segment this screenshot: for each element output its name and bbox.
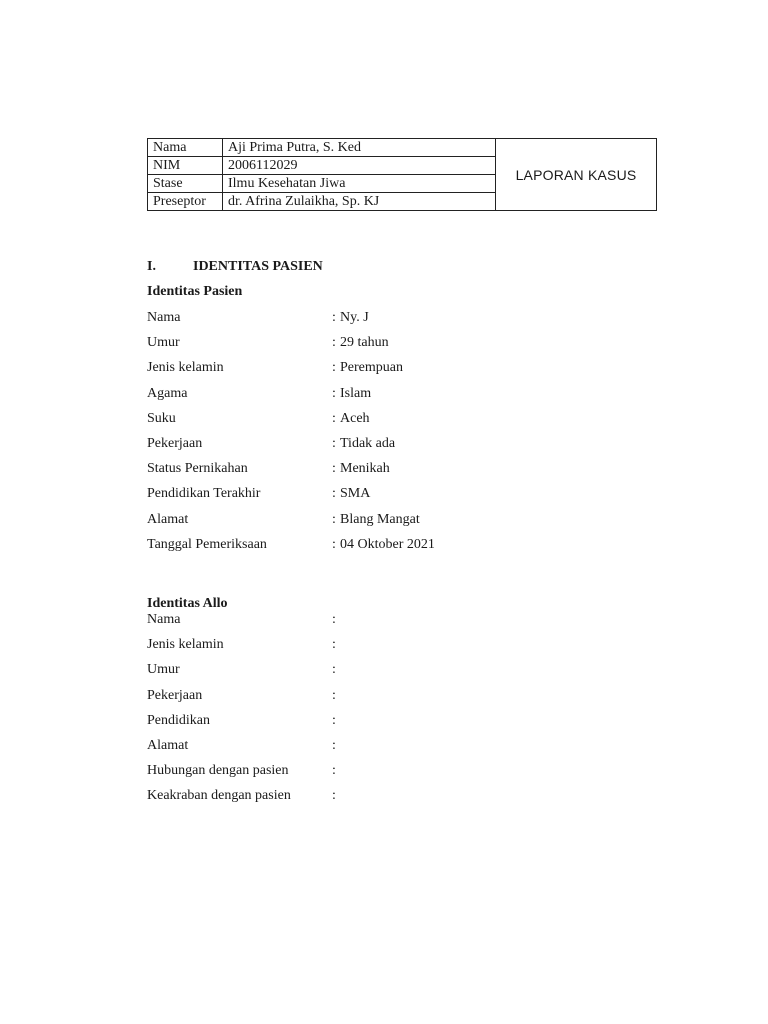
header-label: Preseptor: [148, 193, 223, 211]
field-value: Islam: [340, 385, 372, 401]
field-colon: :: [332, 662, 336, 678]
field-value: 04 Oktober 2021: [340, 536, 435, 552]
field-value: 29 tahun: [340, 335, 389, 351]
field-label: Tanggal Pemeriksaan: [147, 536, 267, 552]
field-colon: :: [332, 687, 336, 703]
field-label: Pekerjaan: [147, 436, 203, 451]
field-colon: :: [332, 612, 336, 627]
field-colon: :: [332, 511, 336, 527]
patient-identity-heading: Identitas Pasien: [147, 284, 243, 299]
field-label: Pekerjaan: [147, 687, 203, 703]
header-value: Ilmu Kesehatan Jiwa: [223, 175, 496, 193]
field-label: Pendidikan: [147, 712, 210, 728]
allo-identity-heading: Identitas Allo: [147, 596, 228, 611]
field-label: Nama: [147, 612, 181, 627]
section-number: I.: [147, 259, 156, 274]
field-colon: :: [332, 712, 336, 728]
field-label: Jenis kelamin: [147, 360, 224, 376]
field-label: Keakraban dengan pasien: [147, 788, 291, 804]
field-colon: :: [332, 536, 336, 552]
field-label: Suku: [147, 410, 176, 426]
report-title: LAPORAN KASUS: [496, 139, 657, 211]
field-label: Umur: [147, 335, 180, 351]
field-label: Status Pernikahan: [147, 461, 248, 477]
header-label: Stase: [148, 175, 223, 193]
section-heading: [147, 259, 323, 275]
field-value: Perempuan: [340, 360, 403, 376]
field-colon: :: [332, 738, 336, 753]
header-table: [147, 138, 657, 211]
field-colon: :: [332, 461, 336, 477]
field-colon: :: [332, 410, 336, 426]
section-title: IDENTITAS PASIEN: [193, 259, 323, 274]
field-colon: :: [332, 486, 336, 502]
field-colon: :: [332, 385, 336, 401]
field-value: SMA: [340, 486, 371, 502]
field-colon: :: [332, 360, 336, 376]
field-value: Blang Mangat: [340, 511, 420, 527]
field-label: Alamat: [147, 511, 189, 527]
field-label: Hubungan dengan pasien: [147, 763, 289, 779]
field-value: Tidak ada: [340, 436, 396, 451]
field-label: Alamat: [147, 738, 189, 753]
header-label: Nama: [148, 139, 223, 157]
field-label: Jenis kelamin: [147, 637, 224, 653]
field-label: Pendidikan Terakhir: [147, 486, 261, 502]
field-colon: :: [332, 310, 336, 325]
header-row: [148, 139, 657, 157]
field-label: Agama: [147, 385, 188, 401]
field-value: Ny. J: [340, 310, 369, 325]
field-colon: :: [332, 335, 336, 351]
field-colon: :: [332, 436, 336, 451]
field-label: Nama: [147, 310, 181, 325]
field-value: Menikah: [340, 461, 390, 477]
field-colon: :: [332, 763, 336, 779]
header-value: 2006112029: [223, 157, 496, 175]
header-value: Aji Prima Putra, S. Ked: [223, 139, 496, 157]
field-colon: :: [332, 788, 336, 804]
field-label: Umur: [147, 662, 180, 678]
field-value: Aceh: [340, 410, 370, 426]
header-value: dr. Afrina Zulaikha, Sp. KJ: [223, 193, 496, 211]
field-colon: :: [332, 637, 336, 653]
header-label: NIM: [148, 157, 223, 175]
